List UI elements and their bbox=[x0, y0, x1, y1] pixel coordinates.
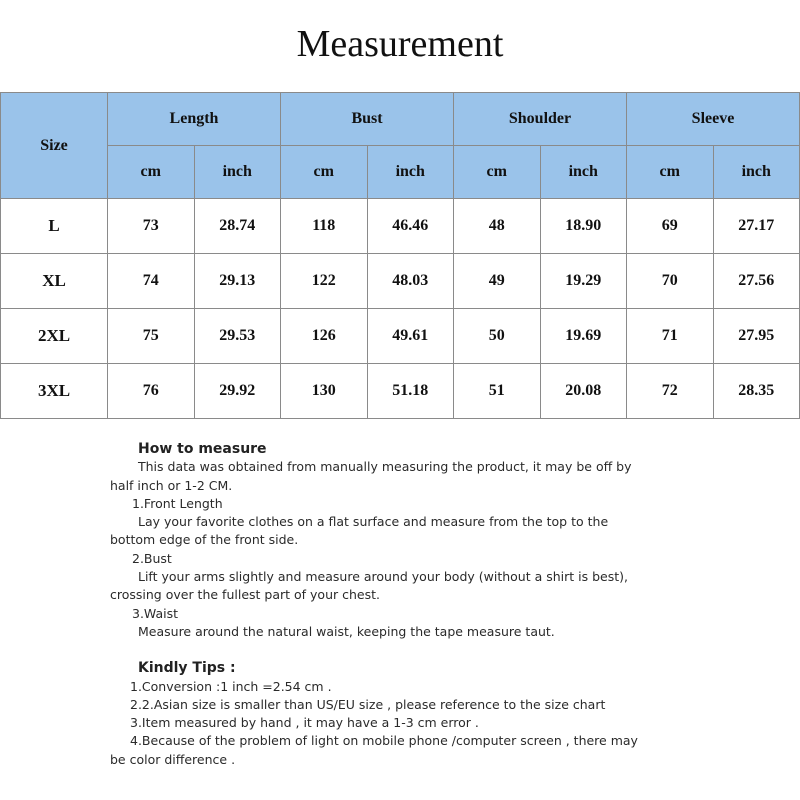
table-cell: 27.95 bbox=[713, 309, 800, 364]
unit-header: cm bbox=[281, 146, 368, 199]
table-cell: 18.90 bbox=[540, 199, 627, 254]
group-header-bust: Bust bbox=[281, 93, 454, 146]
table-cell: 70 bbox=[627, 254, 714, 309]
table-cell: 28.35 bbox=[713, 364, 800, 419]
waist-text: Measure around the natural waist, keeping the tape measure taut. bbox=[138, 623, 555, 639]
table-cell: 27.56 bbox=[713, 254, 800, 309]
table-cell: 27.17 bbox=[713, 199, 800, 254]
table-cell: 29.92 bbox=[194, 364, 281, 419]
unit-header: inch bbox=[194, 146, 281, 199]
size-cell: 2XL bbox=[1, 309, 108, 364]
size-chart-table bbox=[0, 92, 800, 419]
measurement-notes bbox=[110, 440, 680, 769]
table-cell: 122 bbox=[281, 254, 368, 309]
size-cell: XL bbox=[1, 254, 108, 309]
size-cell: 3XL bbox=[1, 364, 108, 419]
table-cell: 49 bbox=[454, 254, 541, 309]
size-column-header: Size bbox=[1, 93, 108, 199]
unit-header: inch bbox=[713, 146, 800, 199]
front-length-text: Lay your favorite clothes on a flat surface and measure from the top to the bbox=[138, 514, 609, 530]
table-cell: 75 bbox=[108, 309, 195, 364]
tip-item: be color difference . bbox=[110, 751, 236, 767]
unit-header: inch bbox=[367, 146, 454, 199]
table-row bbox=[1, 254, 800, 309]
table-cell: 71 bbox=[627, 309, 714, 364]
front-length-text: bottom edge of the front side. bbox=[110, 532, 299, 548]
unit-header: cm bbox=[627, 146, 714, 199]
table-cell: 51 bbox=[454, 364, 541, 419]
tip-item: 1.Conversion :1 inch =2.54 cm . bbox=[130, 678, 332, 694]
group-header-shoulder: Shoulder bbox=[454, 93, 627, 146]
tip-item: 3.Item measured by hand , it may have a 1-3 cm error . bbox=[130, 715, 479, 731]
kindly-tips-heading: Kindly Tips : bbox=[138, 660, 236, 677]
table-cell: 72 bbox=[627, 364, 714, 419]
table-cell: 69 bbox=[627, 199, 714, 254]
table-cell: 73 bbox=[108, 199, 195, 254]
table-row bbox=[1, 364, 800, 419]
table-cell: 118 bbox=[281, 199, 368, 254]
tip-item: 4.Because of the problem of light on mobile phone /computer screen , there may bbox=[130, 733, 638, 749]
unit-header: cm bbox=[108, 146, 195, 199]
table-cell: 29.53 bbox=[194, 309, 281, 364]
table-cell: 19.69 bbox=[540, 309, 627, 364]
waist-title: 3.Waist bbox=[132, 605, 179, 621]
intro-text: half inch or 1-2 CM. bbox=[110, 477, 233, 493]
table-cell: 28.74 bbox=[194, 199, 281, 254]
table-cell: 20.08 bbox=[540, 364, 627, 419]
table-cell: 126 bbox=[281, 309, 368, 364]
table-cell: 29.13 bbox=[194, 254, 281, 309]
table-row bbox=[1, 309, 800, 364]
table-cell: 76 bbox=[108, 364, 195, 419]
unit-header: inch bbox=[540, 146, 627, 199]
table-row bbox=[1, 199, 800, 254]
bust-title: 2.Bust bbox=[132, 550, 172, 566]
size-cell: L bbox=[1, 199, 108, 254]
page-title: Measurement bbox=[296, 23, 504, 65]
table-cell: 51.18 bbox=[367, 364, 454, 419]
front-length-title: 1.Front Length bbox=[132, 495, 223, 511]
table-cell: 19.29 bbox=[540, 254, 627, 309]
intro-text: This data was obtained from manually measuring the product, it may be off by bbox=[138, 459, 632, 475]
group-header-sleeve: Sleeve bbox=[627, 93, 800, 146]
bust-text: crossing over the fullest part of your chest. bbox=[110, 587, 380, 603]
table-cell: 48 bbox=[454, 199, 541, 254]
table-cell: 49.61 bbox=[367, 309, 454, 364]
how-to-measure-heading: How to measure bbox=[138, 441, 267, 457]
table-cell: 50 bbox=[454, 309, 541, 364]
bust-text: Lift your arms slightly and measure around your body (without a shirt is best), bbox=[138, 569, 628, 585]
table-cell: 46.46 bbox=[367, 199, 454, 254]
table-cell: 74 bbox=[108, 254, 195, 309]
unit-header: cm bbox=[454, 146, 541, 199]
tip-item: 2.2.Asian size is smaller than US/EU size , please reference to the size chart bbox=[130, 696, 606, 712]
table-cell: 130 bbox=[281, 364, 368, 419]
group-header-length: Length bbox=[108, 93, 281, 146]
table-cell: 48.03 bbox=[367, 254, 454, 309]
